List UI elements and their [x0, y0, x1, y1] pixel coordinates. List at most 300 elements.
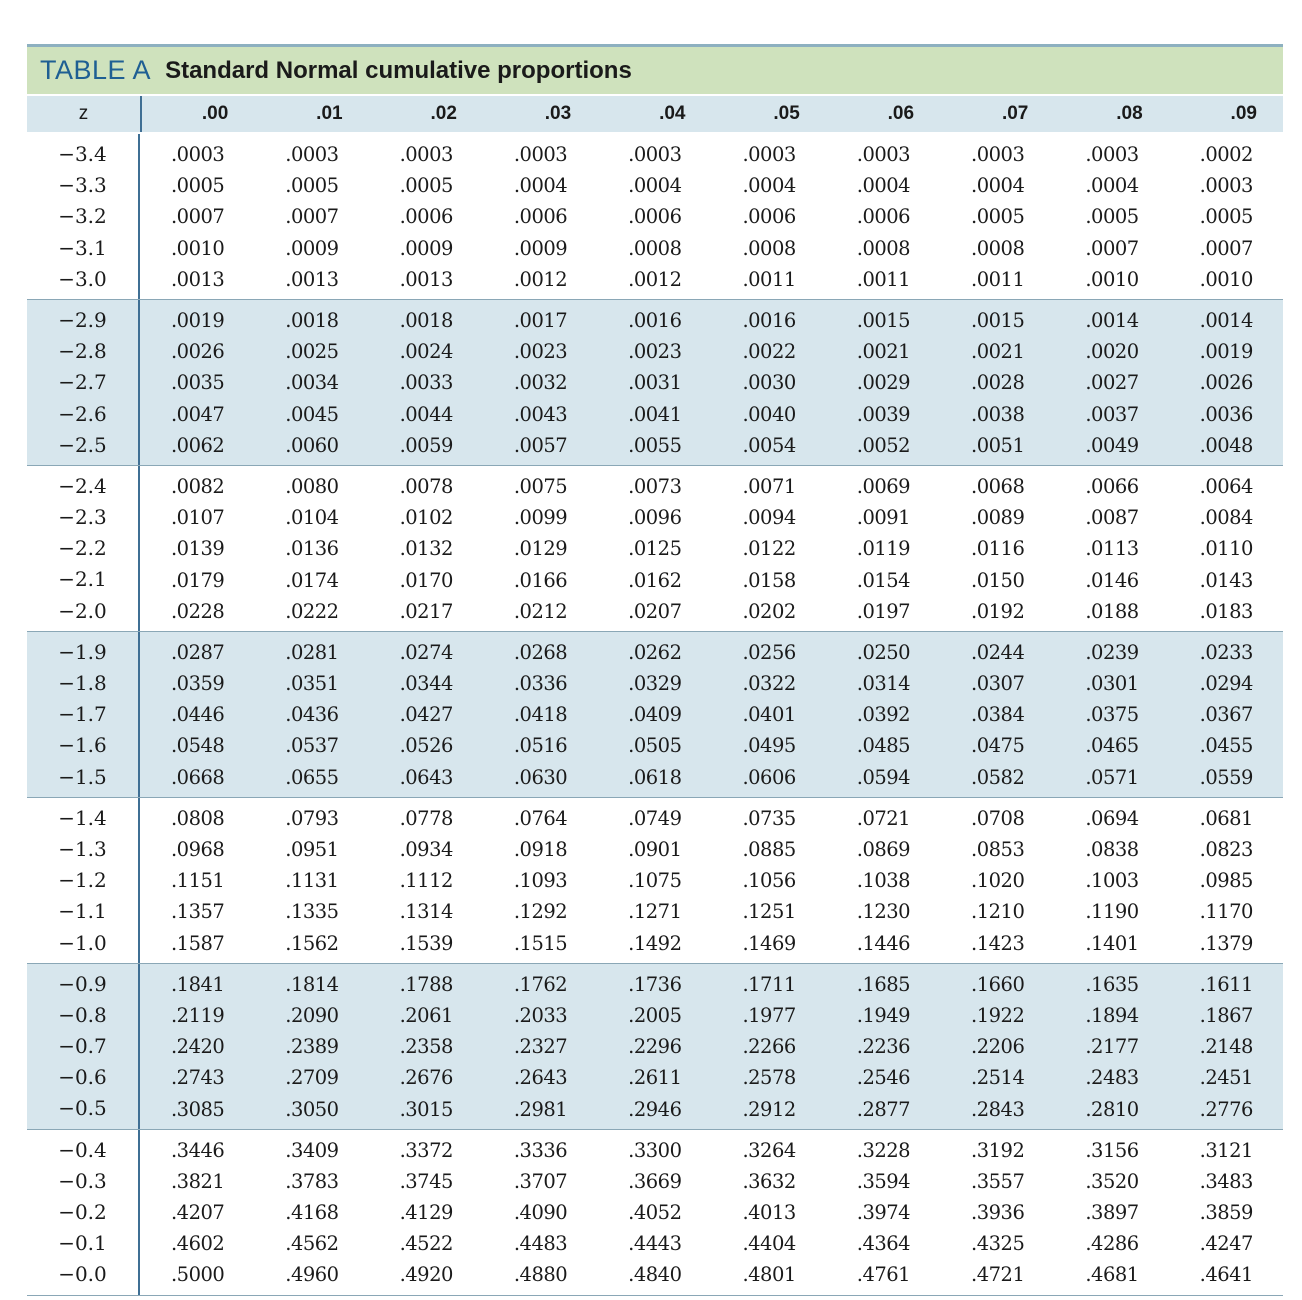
z-value: −2.5 [58, 432, 107, 457]
table-row [140, 233, 1283, 264]
table-cell: .1814 [285, 972, 339, 996]
table-cell: .1271 [628, 900, 682, 924]
table-cell: .0082 [170, 474, 225, 498]
table-cell: .3336 [513, 1138, 568, 1162]
z-value: −2.2 [58, 536, 107, 561]
table-cell: .0015 [971, 309, 1025, 333]
table-cell: .4562 [285, 1232, 339, 1256]
table-cell: .0006 [513, 205, 568, 229]
table-cell: .1190 [1085, 900, 1139, 924]
table-row [140, 803, 1283, 834]
table-cell: .0003 [856, 143, 911, 167]
table-row [140, 201, 1283, 232]
table-cell: .0150 [971, 568, 1025, 592]
table-cell: .3050 [285, 1097, 339, 1121]
table-cell: .2676 [399, 1066, 453, 1090]
table-cell: .0183 [1199, 599, 1253, 623]
table-cell: .0136 [285, 537, 339, 561]
z-value: −1.5 [58, 764, 107, 789]
table-cell: .0010 [1199, 267, 1253, 291]
table-row [140, 139, 1283, 170]
table-cell: .0044 [399, 402, 453, 426]
table-cell: .0116 [971, 537, 1025, 561]
table-cell: .2358 [399, 1035, 453, 1059]
value-block [140, 134, 1283, 299]
table-cell: .1492 [628, 931, 682, 955]
z-value: −0.6 [58, 1065, 107, 1090]
table-cell: .2266 [742, 1035, 796, 1059]
table-cell: .1335 [285, 900, 339, 924]
table-cell: .0029 [856, 371, 911, 395]
table-cell: .0465 [1085, 734, 1139, 758]
table-cell: .0087 [1085, 506, 1139, 530]
z-value: −1.6 [58, 733, 107, 758]
table-cell: .0064 [1199, 474, 1253, 498]
table-cell: .3897 [1085, 1201, 1139, 1225]
z-value: −1.8 [58, 671, 107, 695]
table-row [140, 336, 1283, 367]
table-cell: .0019 [170, 309, 225, 333]
table-cell: .2981 [513, 1097, 568, 1121]
table-cell: .0207 [628, 599, 682, 623]
table-cell: .0006 [628, 205, 682, 229]
table-cell: .2451 [1199, 1066, 1253, 1090]
table-row [140, 596, 1283, 627]
table-cell: .0066 [1085, 474, 1139, 498]
table-cell: .0014 [1085, 309, 1139, 333]
table-cell: .0024 [399, 340, 453, 364]
table-cell: .0059 [399, 433, 453, 457]
table-cell: .0537 [285, 734, 339, 758]
table-cell: .0375 [1085, 703, 1139, 727]
table-cell: .4721 [971, 1263, 1025, 1287]
table-cell: .0028 [971, 371, 1025, 395]
table-cell: .2912 [742, 1097, 796, 1121]
table-cell: .0367 [1199, 703, 1253, 727]
table-cell: .2090 [285, 1003, 339, 1027]
table-cell: .0022 [742, 340, 796, 364]
table-cell: .0418 [513, 703, 568, 727]
z-table [27, 44, 1283, 1296]
table-cell: .0274 [399, 640, 453, 664]
table-cell: .0158 [742, 568, 796, 592]
table-cell: .1446 [856, 931, 911, 955]
table-row [140, 430, 1283, 461]
table-cell: .0212 [513, 599, 568, 623]
table-cell: .3783 [285, 1169, 339, 1193]
table-cell: .2061 [399, 1003, 453, 1027]
table-cell: .0668 [170, 765, 225, 789]
table-cell: .1762 [513, 972, 568, 996]
table-cell: .0020 [1085, 340, 1139, 364]
table-cell: .1230 [856, 900, 911, 924]
table-cell: .4168 [285, 1201, 339, 1225]
table-cell: .0359 [170, 672, 225, 696]
table-cell: .0004 [971, 174, 1025, 198]
table-cell: .2206 [971, 1035, 1025, 1059]
table-cell: .1020 [971, 869, 1025, 893]
table-cell: .4761 [856, 1263, 911, 1287]
table-cell: .0007 [170, 205, 225, 229]
table-cell: .0018 [399, 309, 453, 333]
table-row [140, 533, 1283, 564]
table-cell: .0003 [971, 143, 1025, 167]
table-cell: .1515 [513, 931, 568, 955]
table-row [140, 564, 1283, 595]
table-cell: .4920 [399, 1263, 453, 1287]
table-cell: .0068 [971, 474, 1025, 498]
z-value: −2.4 [58, 473, 107, 498]
table-cell: .0823 [1199, 838, 1253, 862]
table-cell: .0384 [971, 703, 1025, 727]
table-cell: .3520 [1085, 1169, 1139, 1193]
z-value: −2.9 [58, 307, 107, 332]
table-cell: .0062 [170, 433, 225, 457]
z-value: −2.8 [58, 339, 107, 364]
z-value-column [27, 134, 140, 299]
table-cell: .2776 [1199, 1097, 1253, 1121]
table-cell: .0004 [628, 174, 682, 198]
table-cell: .0009 [513, 236, 568, 260]
table-cell: .0005 [1085, 205, 1139, 229]
table-cell: .4325 [971, 1232, 1025, 1256]
table-row [140, 1166, 1283, 1197]
table-cell: .0968 [170, 838, 225, 862]
row-group [27, 466, 1283, 632]
z-value: −1.0 [58, 930, 107, 955]
z-column-header [27, 96, 142, 132]
column-header: .07 [1001, 103, 1029, 124]
table-cell: .0681 [1199, 806, 1253, 830]
z-value: −2.3 [58, 505, 107, 530]
table-cell: .0281 [285, 640, 339, 664]
table-cell: .0301 [1085, 672, 1139, 696]
value-block [140, 964, 1283, 1129]
table-cell: .2483 [1085, 1066, 1139, 1090]
z-value: −2.7 [58, 370, 107, 395]
table-cell: .1151 [170, 869, 225, 893]
table-cell: .2389 [285, 1035, 339, 1059]
table-cell: .0008 [742, 236, 796, 260]
table-cell: .4840 [628, 1263, 682, 1287]
row-group [27, 134, 1283, 300]
row-group [27, 964, 1283, 1130]
table-cell: .3015 [399, 1097, 453, 1121]
table-cell: .0475 [971, 734, 1025, 758]
table-cell: .0721 [856, 806, 911, 830]
z-value-column [27, 466, 140, 631]
table-cell: .0694 [1085, 806, 1139, 830]
table-cell: .0934 [399, 838, 453, 862]
table-cell: .4247 [1199, 1232, 1253, 1256]
table-cell: .0294 [1199, 672, 1253, 696]
table-cell: .0793 [285, 806, 339, 830]
table-cell: .3594 [856, 1169, 911, 1193]
table-cell: .0037 [1085, 402, 1139, 426]
table-cell: .0011 [971, 267, 1025, 291]
table-cell: .2148 [1199, 1035, 1253, 1059]
table-cell: .4207 [170, 1201, 225, 1225]
table-cell: .0047 [170, 402, 225, 426]
table-cell: .0025 [285, 340, 339, 364]
table-cell: .1093 [513, 869, 568, 893]
table-cell: .0146 [1085, 568, 1139, 592]
table-cell: .0013 [399, 267, 453, 291]
table-row [140, 1135, 1283, 1166]
z-value: −1.4 [58, 805, 107, 830]
table-row [140, 969, 1283, 1000]
table-cell: .0526 [399, 734, 453, 758]
table-cell: .2578 [742, 1066, 796, 1090]
table-cell: .0023 [513, 340, 568, 364]
table-cell: .0003 [628, 143, 682, 167]
table-cell: .1379 [1199, 931, 1253, 955]
table-cell: .0012 [628, 267, 682, 291]
table-cell: .4641 [1199, 1263, 1253, 1287]
table-cell: .1711 [742, 972, 796, 996]
table-title: Standard Normal cumulative proportions [165, 56, 632, 84]
table-cell: .0505 [628, 734, 682, 758]
row-group [27, 1130, 1283, 1296]
table-cell: .0125 [628, 537, 682, 561]
table-cell: .0618 [628, 765, 682, 789]
table-cell: .1038 [856, 869, 911, 893]
table-cell: .0606 [742, 765, 796, 789]
table-cell: .1977 [742, 1003, 796, 1027]
table-cell: .0016 [742, 309, 796, 333]
value-block [140, 798, 1283, 963]
z-value-column [27, 632, 140, 797]
table-cell: .0036 [1199, 402, 1253, 426]
table-cell: .0004 [1085, 174, 1139, 198]
table-cell: .0012 [513, 267, 568, 291]
table-cell: .0094 [742, 506, 796, 530]
table-cell: .0009 [285, 236, 339, 260]
table-cell: .0010 [1085, 267, 1139, 291]
column-header-row [27, 94, 1283, 134]
table-cell: .0032 [513, 371, 568, 395]
table-cell: .1635 [1085, 972, 1139, 996]
table-cell: .0643 [399, 765, 453, 789]
table-cell: .0005 [285, 174, 339, 198]
z-value: −1.2 [58, 868, 107, 893]
row-group [27, 798, 1283, 964]
table-cell: .0179 [170, 568, 225, 592]
column-header: .02 [430, 103, 457, 124]
table-cell: .0154 [856, 568, 911, 592]
table-cell: .0006 [856, 205, 911, 229]
table-cell: .0013 [170, 267, 225, 291]
table-cell: .0003 [399, 143, 453, 167]
table-cell: .0233 [1199, 640, 1253, 664]
table-cell: .0162 [628, 568, 682, 592]
table-cell: .0014 [1199, 309, 1253, 333]
table-cell: .0119 [856, 537, 911, 561]
table-cell: .0034 [285, 371, 339, 395]
table-cell: .4880 [513, 1263, 568, 1287]
table-cell: .0006 [399, 205, 453, 229]
table-cell: .0735 [742, 806, 796, 830]
table-cell: .0409 [628, 703, 682, 727]
table-row [140, 399, 1283, 430]
table-cell: .0516 [513, 734, 568, 758]
table-cell: .0951 [285, 838, 339, 862]
table-cell: .1075 [628, 869, 682, 893]
table-cell: .4052 [628, 1201, 682, 1225]
table-row [140, 1093, 1283, 1124]
table-cell: .4013 [742, 1201, 796, 1225]
row-group [27, 300, 1283, 466]
table-cell: .0071 [742, 474, 796, 498]
table-cell: .0548 [170, 734, 225, 758]
table-cell: .0043 [513, 402, 568, 426]
table-cell: .0013 [285, 267, 339, 291]
table-cell: .1003 [1085, 869, 1139, 893]
z-value: −3.4 [58, 142, 107, 166]
table-cell: .0089 [971, 506, 1025, 530]
table-cell: .0008 [856, 236, 911, 260]
table-row [140, 699, 1283, 730]
table-cell: .4443 [628, 1232, 682, 1256]
table-cell: .0401 [742, 703, 796, 727]
table-cell: .3300 [628, 1138, 682, 1162]
table-row [140, 865, 1283, 896]
table-cell: .0048 [1199, 433, 1253, 457]
table-cell: .0559 [1199, 765, 1253, 789]
table-cell: .0008 [971, 236, 1025, 260]
table-cell: .0869 [856, 838, 911, 862]
table-cell: .0045 [285, 402, 339, 426]
table-cell: .2743 [170, 1066, 225, 1090]
table-cell: .2119 [170, 1003, 225, 1027]
column-header: .05 [773, 103, 800, 124]
table-cell: .0268 [513, 640, 568, 664]
value-block [140, 466, 1283, 631]
column-header: .04 [659, 103, 686, 124]
table-cell: .3156 [1085, 1138, 1139, 1162]
table-cell: .1357 [170, 900, 225, 924]
table-cell: .0075 [513, 474, 568, 498]
table-cell: .3936 [971, 1201, 1025, 1225]
table-cell: .0011 [856, 267, 911, 291]
table-cell: .4483 [513, 1232, 568, 1256]
table-cell: .0336 [513, 672, 568, 696]
value-block [140, 1130, 1283, 1295]
table-cell: .0314 [856, 672, 911, 696]
table-cell: .0049 [1085, 433, 1139, 457]
table-row [140, 367, 1283, 398]
table-cell: .1292 [513, 900, 568, 924]
z-value: −0.1 [58, 1231, 107, 1256]
table-cell: .0026 [1199, 371, 1253, 395]
table-cell: .3745 [399, 1169, 453, 1193]
table-cell: .0051 [971, 433, 1025, 457]
table-cell: .1251 [742, 900, 796, 924]
table-row [140, 730, 1283, 761]
table-cell: .0107 [170, 506, 225, 530]
table-cell: .0021 [856, 340, 911, 364]
table-cell: .0073 [628, 474, 682, 498]
z-value: −2.1 [58, 567, 107, 592]
table-cell: .0307 [971, 672, 1025, 696]
table-cell: .0054 [742, 433, 796, 457]
table-cell: .0885 [742, 838, 796, 862]
table-cell: .0055 [628, 433, 682, 457]
table-cell: .0244 [971, 640, 1025, 664]
z-value-column [27, 798, 140, 963]
table-cell: .0132 [399, 537, 453, 561]
table-cell: .0039 [856, 402, 911, 426]
table-cell: .0005 [971, 205, 1025, 229]
table-cell: .0853 [971, 838, 1025, 862]
table-cell: .3859 [1199, 1201, 1253, 1225]
table-cell: .0080 [285, 474, 339, 498]
table-cell: .1210 [971, 900, 1025, 924]
table-cell: .0139 [170, 537, 225, 561]
table-cell: .0113 [1085, 537, 1139, 561]
table-cell: .0023 [628, 340, 682, 364]
z-value-column [27, 1130, 140, 1295]
table-cell: .0026 [170, 340, 225, 364]
table-cell: .0021 [971, 340, 1025, 364]
z-value: −0.9 [58, 971, 107, 996]
table-cell: .4602 [170, 1232, 225, 1256]
column-header: .08 [1116, 103, 1143, 124]
table-cell: .0110 [1199, 537, 1253, 561]
table-cell: .0006 [742, 205, 796, 229]
table-cell: .0129 [513, 537, 568, 561]
table-cell: .0003 [170, 143, 225, 167]
table-cell: .0102 [399, 506, 453, 530]
table-cell: .0485 [856, 734, 911, 758]
table-cell: .1562 [285, 931, 339, 955]
table-cell: .0582 [971, 765, 1025, 789]
column-header: .06 [887, 103, 915, 124]
table-cell: .0038 [971, 402, 1025, 426]
table-cell: .2420 [170, 1035, 225, 1059]
table-cell: .1056 [742, 869, 796, 893]
z-header-label: z [78, 103, 89, 124]
table-cell: .0041 [628, 402, 682, 426]
table-cell: .0838 [1085, 838, 1139, 862]
z-value: −0.2 [58, 1200, 107, 1224]
table-cell: .0035 [170, 371, 225, 395]
table-cell: .3557 [971, 1169, 1025, 1193]
table-cell: .0069 [856, 474, 911, 498]
table-cell: .0808 [170, 806, 225, 830]
table-cell: .1587 [170, 931, 225, 955]
table-cell: .0005 [1199, 205, 1253, 229]
table-cell: .0197 [856, 599, 911, 623]
table-cell: .0427 [399, 703, 453, 727]
table-cell: .0262 [628, 640, 682, 664]
table-row [140, 264, 1283, 295]
table-cell: .0764 [513, 806, 568, 830]
table-cell: .0174 [285, 568, 339, 592]
table-cell: .1170 [1199, 900, 1253, 924]
table-cell: .5000 [170, 1263, 225, 1287]
table-cell: .0078 [399, 474, 453, 498]
z-value: −1.7 [58, 702, 107, 727]
table-cell: .0122 [742, 537, 796, 561]
z-value: −3.2 [58, 204, 107, 229]
table-cell: .1685 [856, 972, 911, 996]
table-title-bar [27, 44, 1283, 94]
table-cell: .0495 [742, 734, 796, 758]
z-value: −0.3 [58, 1168, 107, 1193]
row-group [27, 632, 1283, 798]
table-cell: .3121 [1199, 1138, 1253, 1162]
